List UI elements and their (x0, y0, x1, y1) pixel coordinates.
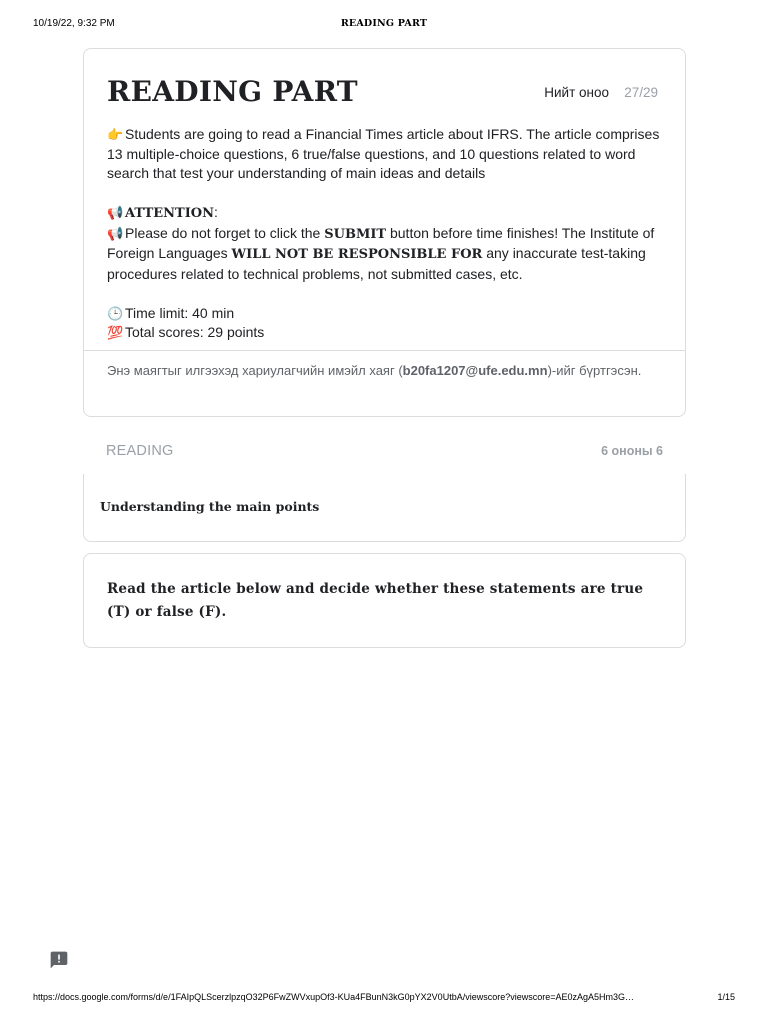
print-date: 10/19/22, 9:32 PM (33, 18, 115, 29)
section-description: Understanding the main points (100, 499, 320, 514)
email-recorded-note: Энэ маягтыг илгээхэд хариулагчийн имэйл хаяг (b20fa1207@ufe.edu.mn)-ийг бүртгэсэн. (107, 363, 642, 378)
instruction-text: Read the article below and decide whether these statements are true (T) or false (F). (107, 581, 644, 620)
divider (84, 350, 685, 351)
total-scores: Total scores: 29 points (125, 324, 265, 340)
print-url: https://docs.google.com/forms/d/e/1FAIpQLScerzlpzqO32P6FwZWVxupOf3-KUa4FBunN3kG0pYX2V0UtbA/viewscore?viewscore=AE0zAgA5Hm3G… (33, 992, 635, 1002)
form-header-card (83, 48, 686, 417)
intro-text: Students are going to read a Financial Times article about IFRS. The article comprises 13 multiple-choice questions, 6 true/false questions, and 10 questions related to word search that test your understanding of main ideas and details (107, 126, 660, 181)
section-score: 6 ононы 6 (601, 444, 663, 458)
total-score-value: 27/29 (624, 85, 658, 100)
section-title: READING (106, 443, 174, 459)
print-header (0, 18, 768, 32)
notice-text: Please do not forget to click the (125, 224, 325, 241)
attention-label: ATTENTION (125, 206, 215, 221)
print-page-number: 1/15 (717, 992, 735, 1002)
print-title: READING PART (340, 18, 428, 29)
time-limit: Time limit: 40 min (125, 304, 235, 321)
clock-icon: 🕒 (107, 305, 124, 321)
form-description: 👉 Students are going to read a Financial Times article about IFRS. The article comprises 13 multiple-choice questions, 6 true/false questions, and 10 questions related to word search that test your understanding of main ideas and details 📢 ATTENTION: 📢 Please do not forget to click the SUBMIT button before time finishes! The Institute of Foreign Languages WILL NOT BE RESPONSIBLE FOR any inaccurate test-taking procedures related to technical problems, not submitted cases, etc. 🕒 Time limit: 40 min 💯 Total scores: 29 points (107, 125, 663, 343)
responsibility-emphasis: WILL NOT BE RESPONSIBLE FOR (231, 247, 483, 262)
megaphone-icon: 📢 (107, 225, 124, 241)
hundred-points-icon: 💯 (107, 325, 124, 340)
section-description-card (83, 474, 686, 542)
section-header (83, 432, 686, 476)
total-score-label: Нийт оноо (544, 85, 609, 100)
submit-emphasis: SUBMIT (324, 226, 387, 242)
respondent-email: b20fa1207@ufe.edu.mn (402, 363, 548, 378)
instruction-item-card (83, 553, 686, 648)
report-problem-icon[interactable] (49, 950, 69, 970)
megaphone-icon: 📢 (107, 205, 124, 220)
form-title: READING PART (107, 75, 358, 108)
pointing-hand-icon: 👉 (107, 127, 124, 142)
